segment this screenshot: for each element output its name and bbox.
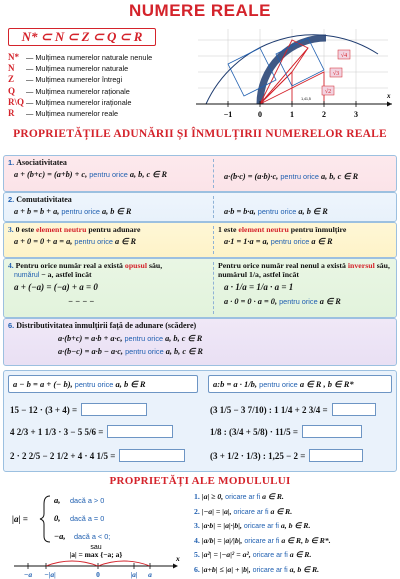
set-text: — Mulțimea numerelor naturale: [26, 64, 129, 74]
set-symbol: Q: [8, 85, 16, 96]
answer-field[interactable]: [302, 425, 362, 438]
axis-label: |a|: [130, 570, 138, 579]
sqrt-label: √2: [324, 89, 332, 95]
operations-panel: [3, 370, 397, 472]
axis-label: −|a|: [44, 570, 56, 579]
set-item: [8, 74, 152, 85]
modulus-definition: [4, 490, 184, 579]
distance-arc: [98, 561, 150, 566]
property-left: [8, 195, 208, 216]
set-text: — Mulțimea numerelor reale: [26, 109, 119, 119]
formula: a·(b+c) = a·b + a·c, pentru orice a, b, c ∈ R: [58, 334, 203, 343]
subtraction-definition: a − b = a + (− b), pentru orice a, b ∈ R: [8, 375, 198, 393]
tick-label: 1: [290, 110, 294, 119]
axis-label: a: [148, 570, 152, 579]
axis-label: x: [387, 92, 391, 100]
property-number: 4.: [8, 261, 14, 270]
formula: a + b = b + a, pentru orice a, b ∈ R: [14, 207, 132, 216]
number-line-diagram: [188, 24, 396, 126]
property-right: [218, 169, 394, 181]
property-left: 3. 0 este element neutru pentru adunare a + 0 = 0 + a = a, pentru orice a ∈ R: [8, 225, 208, 246]
small-tick-label: 1,41,5: [301, 97, 311, 101]
case-condition: dacă a = 0: [70, 514, 105, 523]
section-title-modulus: PROPRIETĂȚI ALE MODULULUI: [109, 475, 291, 487]
formula: a · 1/a = 1/a · a = 1: [224, 282, 294, 292]
sets-panel: [4, 24, 184, 124]
set-item: [8, 63, 152, 74]
property-associativity: [3, 155, 397, 192]
modulus-properties: [194, 490, 398, 579]
modulus-property: 5. |a²| = |−a|² = a², oricare ar fi a ∈ R.: [194, 550, 312, 559]
set-item: [8, 52, 152, 63]
divider: [213, 159, 214, 188]
sqrt-label: √3: [332, 71, 340, 77]
dash-placeholder: − − − −: [68, 297, 95, 306]
property-right: 1 este element neutru pentru înmulțire a·1 = 1·a = a, pentru orice a ∈ R: [218, 225, 394, 246]
property-left: [8, 321, 388, 356]
header: [0, 0, 400, 22]
divider: [213, 262, 214, 314]
formula: a + (b+c) = (a+b) + c, pentru orice a, b, c ∈ R: [14, 170, 168, 179]
tick-label: 3: [354, 110, 358, 119]
set-symbol: R\Q: [8, 96, 25, 107]
case-condition: dacă a < 0;: [74, 532, 111, 541]
axis-label: x: [176, 554, 180, 563]
property-title: Comutativitatea: [16, 195, 72, 204]
set-symbol: N: [8, 63, 15, 74]
property-number: 6.: [8, 321, 15, 330]
exercise: 15 − 12 · (3 + 4) =: [10, 403, 147, 416]
property-opposite-inverse: [3, 258, 397, 318]
modulus-property: 1. |a| ≥ 0, oricare ar fi a ∈ R.: [194, 492, 284, 501]
formula: a + (−a) = (−a) + a = 0: [14, 282, 98, 292]
sets-list: [8, 52, 152, 119]
set-text: — Mulțimea numerelor naturale nenule: [26, 53, 153, 62]
set-text: — Mulțimea numerelor iraționale: [26, 97, 132, 107]
modulus-property: 3. |a·b| = |a|·|b|, oricare ar fi a, b ∈ R.: [194, 521, 311, 530]
answer-field[interactable]: [332, 403, 376, 416]
property-right: [218, 204, 394, 216]
divider: [213, 226, 214, 254]
axis-label: 0: [96, 570, 100, 579]
case-value: 0,: [54, 513, 61, 523]
axis-label: −a: [23, 570, 33, 579]
set-inclusion: N* ⊂ N ⊂ Z ⊂ Q ⊂ R: [8, 28, 156, 46]
answer-field[interactable]: [81, 403, 147, 416]
case-value: a,: [54, 495, 61, 505]
modulus-property: 6. |a+b| ≤ |a| + |b|, oricare ar fi a, b ∈ R.: [194, 564, 320, 574]
set-symbol: N*: [8, 52, 19, 62]
set-symbol: Z: [8, 74, 15, 85]
modulus-property: 2. |−a| = |a|, oricare ar fi a ∈ R.: [194, 506, 293, 516]
formula: a·1 = 1·a = a, pentru orice a ∈ R: [224, 237, 333, 246]
property-title: Asociativitatea: [16, 158, 67, 167]
answer-field[interactable]: [119, 449, 185, 462]
formula: a·(b·c) = (a·b)·c, pentru orice a, b, c ∈ R: [224, 172, 359, 181]
exercise: (3 + 1/2 · 1/3) : 1,25 − 2 =: [210, 449, 363, 462]
case-condition: dacă a > 0: [70, 496, 105, 505]
distance-arc: [46, 561, 98, 566]
property-number: 2.: [8, 195, 15, 204]
property-number: 3.: [8, 225, 14, 234]
set-text: — Mulțimea numerelor întregi: [26, 75, 123, 85]
set-item: [8, 97, 152, 108]
division-definition: a:b = a · 1/b, pentru orice a ∈ R , b ∈ R*: [208, 375, 392, 393]
answer-field[interactable]: [107, 425, 173, 438]
property-right: Pentru orice număr real nenul a există inversul său, numărul 1/a, astfel încât a · 1/a = 1/a · a = 1 a · 0 = 0 · a = 0, pentru orice a ∈ R: [218, 261, 394, 306]
property-neutral-element: [3, 222, 397, 258]
section-title-properties: PROPRIETĂȚILE ADUNĂRII ȘI ÎNMULȚIRII NUMERELOR REALE: [13, 128, 387, 140]
exercise: 1/8 : (3/4 + 5/8) · 11/5 =: [210, 425, 362, 438]
formula: a · 0 = 0 · a = 0, pentru orice a ∈ R: [224, 297, 341, 306]
modulus-max: |a| = max {−a; a}: [69, 550, 123, 559]
exercise: (3 1/5 − 3 7/10) : 1 1/4 + 2 3/4 =: [210, 403, 376, 416]
formula: a + 0 = 0 + a = a, pentru orice a ∈ R: [14, 237, 137, 246]
formula: a·(b−c) = a·b − a·c, pentru orice a, b, c ∈ R: [58, 347, 203, 356]
sqrt-label: √4: [340, 53, 348, 59]
modulus-property: 4. |a/b| = |a|/|b|, oricare ar fi a ∈ R, b ∈ R*.: [194, 535, 331, 545]
page-title: NUMERE REALE: [128, 1, 271, 20]
set-symbol: R: [8, 108, 15, 119]
set-item: [8, 108, 152, 119]
case-value: −a,: [54, 531, 66, 541]
or-label: sau: [90, 544, 102, 551]
tick-label: −1: [223, 110, 233, 119]
property-title: Distributivitatea înmulțirii față de adunare (scădere): [16, 321, 197, 330]
set-text: — Mulțimea numerelor raționale: [26, 86, 130, 96]
answer-field[interactable]: [309, 449, 363, 462]
axis-arrow: [173, 564, 178, 569]
exercise: 4 2/3 + 1 1/3 · 3 − 5 5/6 =: [10, 425, 173, 438]
brace: [40, 496, 50, 542]
property-number: 1.: [8, 158, 15, 167]
tick-label: 0: [258, 110, 262, 119]
set-item: [8, 86, 152, 97]
property-commutativity: [3, 192, 397, 222]
tick-label: 2: [322, 110, 326, 119]
divider: [213, 196, 214, 218]
modulus-lhs: |a| =: [12, 514, 28, 524]
exercise: 2 · 2 2/5 − 2 1/2 + 4 · 4 1/5 =: [10, 449, 185, 462]
formula: a·b = b·a, pentru orice a, b ∈ R: [224, 207, 328, 216]
property-distributivity: [3, 318, 397, 366]
property-left: 4. Pentru orice număr real a există opusul său, numărul − a, astfel încât a + (−a) = (−a) + a = 0 − − − −: [8, 261, 208, 306]
property-left: [8, 158, 208, 179]
